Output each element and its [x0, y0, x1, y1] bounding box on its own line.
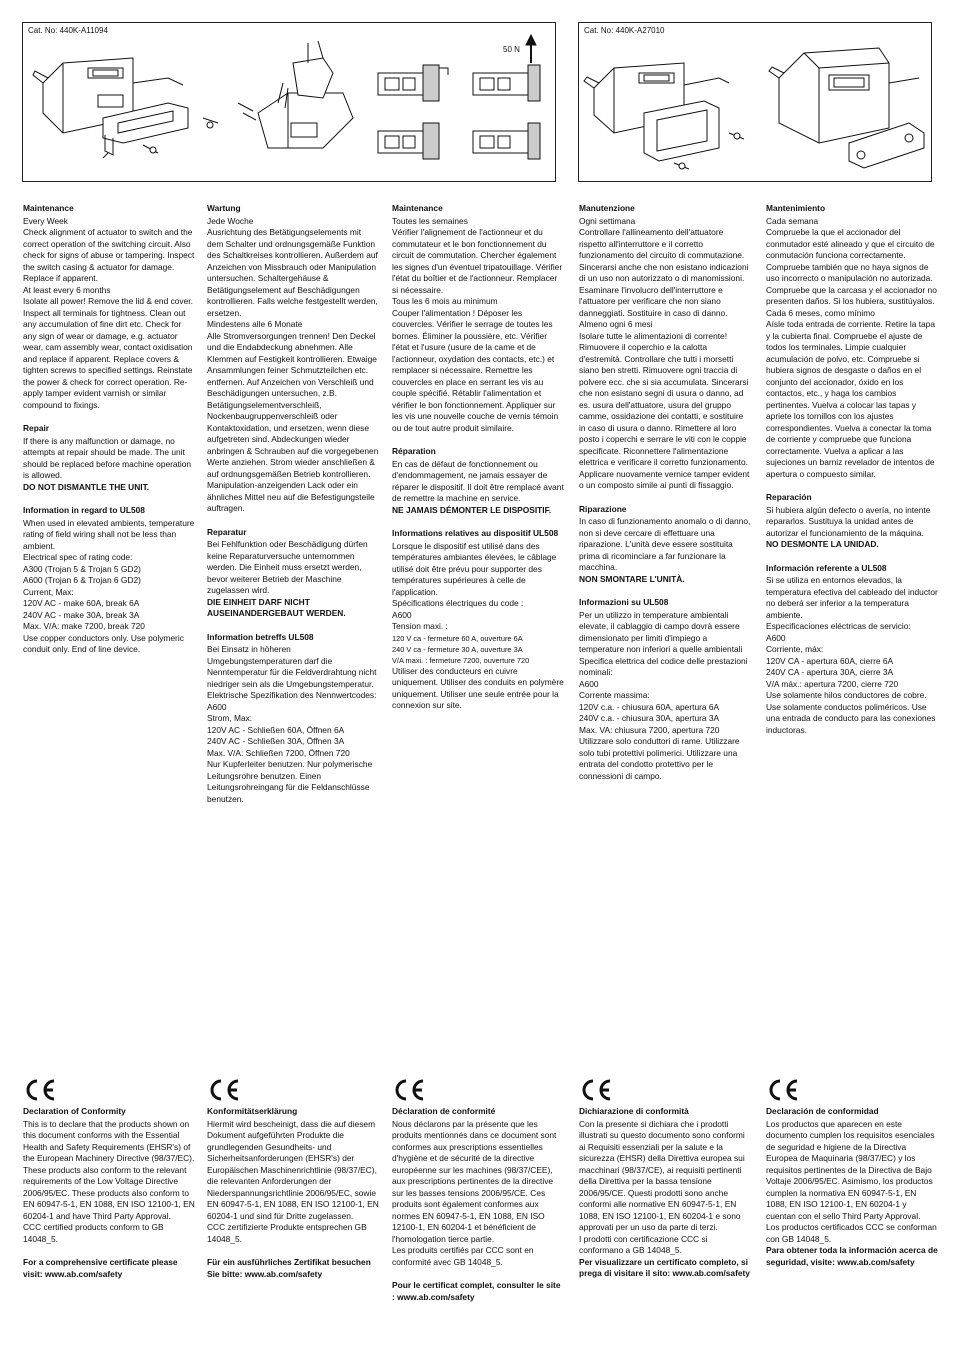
- conformity-title: Konformitätserklärung: [207, 1106, 298, 1116]
- maintenance-body: Cada semana Compruebe la que el accionador del conmutador esté alineado y que el circuito de conmutación funciona correctamente. Compruebe también que no haya signos de uso incorrecto o manipulación no autorizada. Compruebe que la carcasa y el accionador no presenten daños. Si los hubiera, sustitúyalos. Cada 6 meses, como mínimo Aísle toda entrada de corriente. Retire la tapa y la cubierta final. Compruebe el ajuste de todos los terminales. Limpie cualquier acumulación de polvo, etc. Compruebe si hubiera signos de desgaste o daños en el conjunto del accionador, óxido en los contactos, etc., y haga los cambios pertinentes. Vuelva a colocar las tapas y apriete los tornillos con los ajustes correspondientes. Vuelva a conectar la toma de corriente y compruebe que funciona correctamente. Vuelva a aplicar a las sujeciones un barniz revelador de intentos de apertura o compuesto similar.: [766, 215, 937, 479]
- maintenance-section: [207, 203, 379, 515]
- certificate-link[interactable]: Für ein ausführliches Zertifikat besuchen Sie bitte: www.ab.com/safety: [207, 1257, 371, 1279]
- ul508-section: [579, 597, 751, 782]
- ul508-section: [766, 563, 938, 737]
- repair-body: En cas de défaut de fonctionnement ou d'endommagement, ne jamais essayer de réparer le dispositif. Il doit être remplacé avant de remettre la machine en service.: [392, 458, 564, 503]
- ul508-title: Información referente a UL508: [766, 562, 887, 573]
- maintenance-section: [766, 203, 938, 480]
- column-german: [207, 203, 379, 817]
- ul508-ratings: 120 V ca - fermeture 60 A, ouverture 6A 240 V ca - fermeture 30 A, ouverture 3A V/A maxi. : fermeture 7200, ouverture 720: [392, 633, 530, 665]
- repair-section: [207, 527, 379, 620]
- ul508-title: Information in regard to UL508: [23, 505, 145, 515]
- conformity-title: Declaración de conformidad: [766, 1106, 879, 1116]
- figure-left-installation: [22, 22, 556, 182]
- side-view-top-left: [378, 65, 448, 101]
- maintenance-section: [392, 203, 564, 434]
- column-italian: [579, 203, 751, 794]
- column-english: [23, 203, 195, 668]
- certificate-link[interactable]: For a comprehensive certificate please visit: www.ab.com/safety: [23, 1257, 178, 1279]
- ce-mark-icon: [579, 1078, 613, 1102]
- repair-warning: NO DESMONTE LA UNIDAD.: [766, 539, 879, 549]
- maintenance-body: Ogni settimana Controllare l'allineamento dell'attuatore rispetto all'interruttore e il corretto funzionamento del circuito di commutazione. Sincerarsi anche che non esistano indicazioni di un uso non autorizzato o di manomissioni. Esaminare l'involucro dell'interruttore e l'attuatore per verificare che non siano danneggiati. Sostituire in caso di danno. Almeno ogni 6 mesi Isolare tutte le alimentazioni di corrente! Rimuovere il coperchio e la calotta d'estremità. Controllare che tutti i morsetti siano ben stretti. Rimuovere ogni traccia di polvere ecc. che si sia accumulata. Sincerarsi che non esistano segni di usura o danno, ad es. usura dell'attuatore, usura del gruppo camme, ossidazione dei contatti, e sostituire in caso di usura o danno. Rimettere al loro posto i coperchi e serrare le viti con le coppie specificate. Riconnettere l'alimentazione elettrica e verificare il corretto funzionamento. Applicare nuovamente vernice tamper evident o un composto simile ai punti di fissaggio.: [579, 215, 750, 490]
- maintenance-title: Wartung: [207, 203, 241, 213]
- conformity-body: Los productos que aparecen en este documento cumplen los requisitos esenciales de seguridad e higiene de la Directiva Europea de Maquinaria (98/37/EC) y los requisitos pertinentes de la Directiva de Bajo Voltaje 2006/95/EC. Asimismo, los productos cumplen la normativa EN 60947-5-1, EN 1088, EN ISO 12100-1, EN 60204-1 y cuentan con el sello Third Party Approval. Los productos certificados CCC se conforman con GB 14048_5.: [766, 1118, 937, 1244]
- ul508-title: Informazioni su UL508: [579, 597, 669, 607]
- switch-mounted-illustration: [769, 48, 924, 168]
- maintenance-body: Jede Woche Ausrichtung des Betätigungselements mit dem Schalter und ordnungsgemäße Funktion des Schaltkreises kontrollieren. Außerdem auf Anzeichen von Missbrauch oder Manipulation untersuchen. Schaltergehäuse & Betätigungselement auf Beschädigungen kontrollieren. Falls welche festgestellt werden, ersetzen. Mindestens alle 6 Monate Alle Stromversorgungen trennen! Den Deckel und die Endabdeckung abnehmen. Alle Klemmen auf Festigkeit kontrollieren. Etwaige Ansammlungen feiner Schmutzteilchen etc. entfernen. Auf Anzeichen von Verschleiß und Beschädigungen untersuchen, z.B. Betätigungselementverschleiß, Nockenbaugruppenverschleiß oder Kontaktoxidation, und ersetzen, wenn diese aufgetreten sind. Abdeckungen wieder anbringen & Schrauben auf die vorgegebenen Werte anziehen. Strom wieder anschließen & auf ordnungsgemäßen Betrieb kontrollieren. Manipulation-anzeigenden Lack oder ein ähnliches Mittel neu auf die Befestigungsteile auftragen.: [207, 215, 379, 513]
- repair-body: Si hubiera algún defecto o avería, no intente repararlos. Sustituya la unidad antes de autorizar el funcionamiento de la máquina.: [766, 504, 931, 538]
- maintenance-section: [579, 203, 751, 492]
- repair-warning: NE JAMAIS DÉMONTER LE DISPOSITIF.: [392, 504, 552, 515]
- ul508-title: Information betreffs UL508: [207, 631, 314, 642]
- repair-warning: NON SMONTARE L'UNITÀ.: [579, 573, 685, 584]
- repair-body: If there is any malfunction or damage, no attempts at repair should be made. The unit should be replaced before machine operation is allowed.: [23, 435, 192, 480]
- maintenance-body: Toutes les semaines Vérifier l'alignement de l'actionneur et du commutateur et le bon fonctionnement du circuit de commutation. Chercher également les signes d'un éventuel tripatouillage. Vérifier l'état du boîtier et de l'actionneur. Remplacer si nécessaire. Tous les 6 mois au minimum Couper l'alimentation ! Déposer les couvercles. Vérifier le serrage de toutes les bornes. Éliminer la poussière, etc. Vérifier l'état et l'usure (usure de la came et de l'actionneur, oxydation des contacts, etc.) et remplacer si nécessaire. Remettre les couvercles en place en serrant les vis au couple spécifié. Rétablir l'alimentation et vérifier le bon fonctionnement. Appliquer sur les vis une nouvelle couche de vernis témoin ou de tout autre produit similaire.: [392, 215, 563, 433]
- conformity-french: [392, 1078, 564, 1303]
- ce-mark-icon: [23, 1078, 57, 1102]
- catalog-number-right: Cat. No: 440K-A27010: [584, 26, 665, 35]
- certificate-link[interactable]: Pour le certificat complet, consulter le site : www.ab.com/safety: [392, 1280, 561, 1302]
- ce-mark-icon: [392, 1078, 426, 1102]
- repair-title: Reparatur: [207, 526, 247, 537]
- actuator-frame-illustration: [644, 101, 744, 169]
- ul508-body-continued: Utiliser des conducteurs en cuivre uniquement. Utiliser des conduits en polymère uniquement. Utiliser une seule entrée pour la connexion sur site.: [392, 665, 564, 710]
- conformity-title: Dichiarazione di conformità: [579, 1106, 689, 1116]
- repair-title: Repair: [23, 423, 50, 433]
- ul508-section: [23, 505, 195, 656]
- force-label: 50 N: [503, 45, 520, 54]
- ul508-body: Per un utilizzo in temperature ambientali elevate, il cablaggio di campo dovrà essere dimensionato per limiti d'impiego a temperature non inferiori a quelle ambientali Specifica elettrica del codice delle prestazioni nominali: A600 Corrente massima: 120V c.a. - chiusura 60A, apertura 6A 240V c.a. - chiusura 30A, apertura 3A Max. VA: chiusura 7200, apertura 720 Utilizzare solo conduttori di rame. Utilizzare solo tubi protettivi polimerici. Utilizzare una entrata del condotto protettivo per le connessioni di campo.: [579, 609, 748, 781]
- conformity-body: Nous déclarons par la présente que les produits mentionnés dans ce document sont conformes aux prescriptions essentielles d'hygiène et de sécurité de la directive européenne sur les machines (98/37/CEE), aux prescriptions pertinentes de la directive sur les basses tensions 2006/95/CE. Ces produits sont également conformes aux normes EN 60947-5-1, EN 1088, EN ISO 12100-1, EN 60204-1 et bénéficient de l'homologation tierce partie. Les produits certifiés par CCC sont en conformité avec GB 14048_5.: [392, 1118, 557, 1267]
- side-view-bottom-left: [378, 123, 439, 159]
- certificate-link[interactable]: Per visualizzare un certificato completo, si prega di visitare il sito: www.ab.com/safety: [579, 1256, 750, 1278]
- repair-section: [23, 423, 195, 493]
- repair-title: Réparation: [392, 446, 436, 456]
- ul508-title: Informations relatives au dispositif UL508: [392, 528, 559, 538]
- repair-section: [766, 492, 938, 551]
- ul508-body: Bei Einsatz in höheren Umgebungstemperaturen darf die Nenntemperatur für die Feldverdrahtung nicht niedriger sein als die Umgebungstemperatur. Elektrische Spezifikation des Nennwertcodes: A600 Strom, Max: 120V AC - Schließen 60A, Öffnen 6A 240V AC - Schließen 30A, Öffnen 3A Max. V/A: Schließen 7200, Öffnen 720 Nur Kupferleiter benutzen. Nur polymerische Leitungsrohre benutzen. Einen Leitungsrohreingang für die Feldanschlüsse benutzen.: [207, 644, 377, 804]
- ul508-body: When used in elevated ambients, temperature rating of field wiring shall not be less than ambient. Electrical spec of rating code: A300 (Trojan 5 & Trojan 5 GD2) A600 (Trojan 6 & Trojan 6 GD2) Current, Max: 120V AC - make 60A, break 6A 240V AC - make 30A, break 3A Max. V/A: make 7200, break 720 Use copper conductors only. Use polymeric conduit only. End of line device.: [23, 517, 195, 654]
- repair-warning: DIE EINHEIT DARF NICHT AUSEINANDERGEBAUT WERDEN.: [207, 596, 346, 618]
- repair-body: In caso di funzionamento anomalo o di danno, non si deve cercare di effettuare una riparazione. L'unità deve essere sostituita prima di ricominciare a far funzionare la macchina.: [579, 516, 751, 572]
- conformity-italian: [579, 1078, 751, 1280]
- repair-section: [579, 504, 751, 586]
- column-spanish: [766, 203, 938, 748]
- switch-installation-drawing: [23, 23, 557, 183]
- conformity-english: [23, 1078, 195, 1280]
- conformity-body: Con la presente si dichiara che i prodotti illustrati su questo documento sono conformi ai Requisiti essenziali per la salute e la sicurezza (EHSR) della Direttiva europea sui macchinari (98/37/CE), ai requisiti pertinenti della Direttiva per la bassa tensione 2006/95/CE. Questi prodotti sono anche conformi alle normative EN 60947-5-1, EN 1088, EN ISO 12100-1, EN 60204-1 e sono approvati per un uso da parte di terzi. I prodotti con certificazione CCC si conformano a GB 14048_5.: [579, 1118, 745, 1255]
- maintenance-title: Maintenance: [23, 203, 74, 213]
- maintenance-section: [23, 203, 195, 411]
- repair-body: Bei Fehlfunktion oder Beschädigung dürfen keine Reparaturversuche unternommen werden. Die Einheit muss ersetzt werden, bevor weiterer Betrieb der Maschine zugelassen wird.: [207, 539, 368, 595]
- conformity-title: Déclaration de conformité: [392, 1106, 496, 1116]
- ul508-body: Si se utiliza en entornos elevados, la temperatura efectiva del cableado del inductor no deberá ser inferior a la temperatura ambiente. Especificaciones eléctricas de servicio: A600 Corriente, máx: 120V CA - apertura 60A, cierre 6A 240V CA - apertura 30A, cierre 3A V/A máx.: apertura 7200, cierre 720 Use solamente hilos conductores de cobre. Use solamente conductos poliméricos. Use una entrada de conducto para las conexiones inductoras.: [766, 575, 938, 735]
- conformity-spanish: [766, 1078, 938, 1268]
- repair-section: [392, 446, 564, 516]
- ul508-section: [392, 528, 564, 712]
- column-french: [392, 203, 564, 724]
- maintenance-title: Maintenance: [392, 203, 443, 213]
- maintenance-body: Every Week Check alignment of actuator to switch and the correct operation of the switching circuit. Also check for signs of abuse or tampering. Inspect the switch casing & actuator for damage. Replace if apparent. At least every 6 months Isolate all power! Remove the lid & end cover. Inspect all terminals for tightness. Clean out any accumulation of fine dirt etc. Check for any sign of wear or damage, e.g. actuator wear, cam assembly wear, contact oxidisation and replace if apparent. Replace covers & tighten screws to specified settings. Reinstate the power & check for correct operation. Re-apply tamper evident varnish or similar compound to fixings.: [23, 215, 195, 410]
- ul508-section: [207, 632, 379, 806]
- conformity-body: Hiermit wird bescheinigt, dass die auf diesem Dokument aufgeführten Produkte die grundlegenden Gesundheits- und Sicherheitsanforderungen (EHSR's) der Europäischen Maschinenrichtlinie (98/37/EC), die relevanten Anforderungen der Niederspannungsrichtlinie 2006/95/EC, sowie EN 60947-5-1, EN 1088, EN ISO 12100-1, EN 60204-1 und sind für Dritte zugelassen. CCC zertifizierte Produkte entsprechen GB 14048_5.: [207, 1118, 379, 1244]
- figure-right-installation: [578, 22, 932, 182]
- repair-title: Riparazione: [579, 503, 627, 514]
- repair-title: Reparación: [766, 492, 812, 502]
- ce-mark-icon: [766, 1078, 800, 1102]
- maintenance-title: Mantenimiento: [766, 203, 826, 213]
- conformity-german: [207, 1078, 379, 1280]
- conformity-body: This is to declare that the products shown on this document conforms with the Essential Health and Safety Requirements (EHSR's) of the European Machinery Directive (98/37/EC). These products also conform to the relevant requirements of the Low Voltage Directive 2006/95/EC. These products also conform to EN 60947-5-1, EN 1088, EN ISO 12100-1, EN 60204-1 and have Third Party Approval. CCC certified products conform to GB 14048_5.: [23, 1118, 195, 1244]
- catalog-number-left: Cat. No: 440K-A11094: [28, 26, 108, 35]
- repair-warning: DO NOT DISMANTLE THE UNIT.: [23, 481, 150, 492]
- certificate-link[interactable]: Para obtener toda la información acerca de seguridad, visite: www.ab.com/safety: [766, 1245, 938, 1267]
- ce-mark-icon: [207, 1078, 241, 1102]
- switch-assembly-illustration: [238, 41, 353, 148]
- conformity-title: Declaration of Conformity: [23, 1106, 126, 1116]
- side-view-bottom-right: [473, 123, 540, 159]
- switch-installation-drawing-alt: [579, 23, 933, 183]
- maintenance-title: Manutenzione: [579, 203, 635, 213]
- ul508-body: Lorsque le dispositif est utilisé dans des températures ambiantes élevées, le câblage utilisé doit être prévu pour supporter des températures supérieures à celle de l'application. Spécifications électriques du code : A600 Tension maxi. :: [392, 540, 557, 631]
